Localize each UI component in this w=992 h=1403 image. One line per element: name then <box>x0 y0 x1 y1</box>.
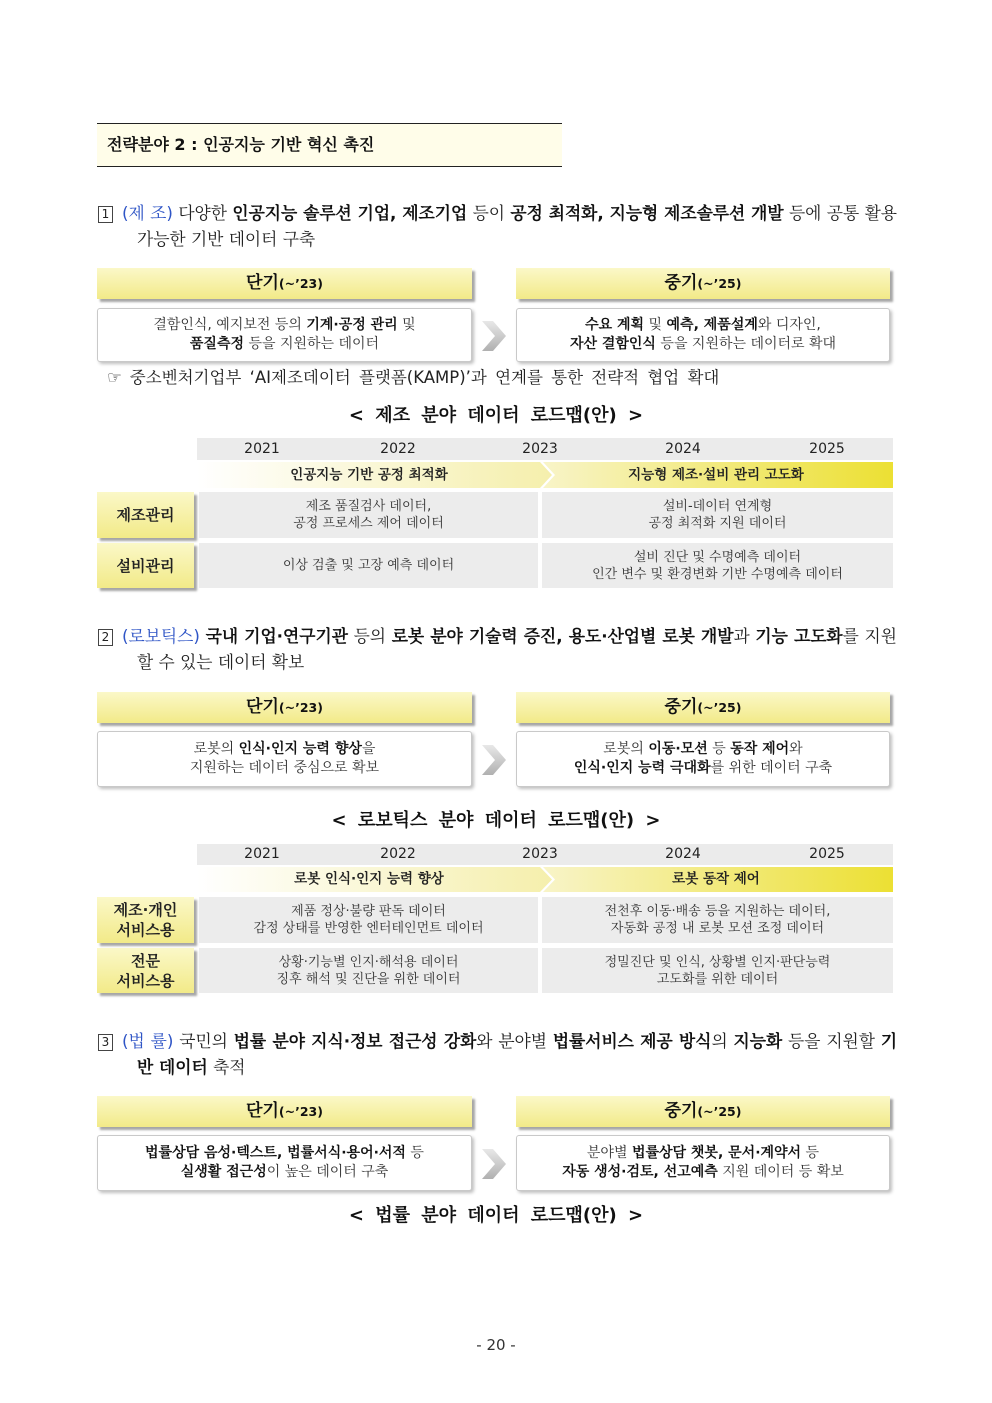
cell-text: 공정 프로세스 제어 데이터 <box>293 516 444 531</box>
box-text: 등 <box>707 741 731 757</box>
year-label: 2024 <box>665 846 701 862</box>
short-term-box <box>97 308 472 362</box>
mid-term-box <box>516 308 890 362</box>
intro-text: 등을 지원할 <box>782 1031 881 1051</box>
row-label-text: 전문 <box>131 951 160 970</box>
box-emphasis: 품질측정 <box>189 336 245 352</box>
box-line <box>153 316 415 335</box>
mid-term-header <box>516 1096 890 1127</box>
roadmap-row-label <box>97 543 194 588</box>
term-period: (~’23) <box>278 276 323 291</box>
roadmap-cell-phase2 <box>542 897 893 943</box>
box-text: 분야별 <box>586 1145 632 1161</box>
section-number-badge: 1 <box>98 206 113 223</box>
year-label: 2025 <box>809 846 845 862</box>
short-term-header <box>97 268 472 299</box>
roadmap-year-row <box>197 844 893 865</box>
term-period: (~’25) <box>697 700 742 715</box>
section-1-intro <box>98 200 897 252</box>
roadmap-cell-phase2 <box>542 543 893 588</box>
row-label-text: 서비스용 <box>116 971 175 990</box>
year-label: 2023 <box>522 441 558 457</box>
cell-text: 설비-데이터 연계형 <box>662 499 773 514</box>
box-text: 등을 지원하는 데이터로 확대 <box>655 336 837 352</box>
cell-text: 자동화 공정 내 로봇 모션 조정 데이터 <box>610 921 825 936</box>
term-period: (~’23) <box>278 700 323 715</box>
year-label: 2021 <box>244 441 280 457</box>
box-text: 및 <box>644 317 667 333</box>
row-label-text: 제조·개인 <box>113 901 178 919</box>
section-3-intro <box>98 1028 897 1080</box>
term-period: (~’23) <box>278 1104 323 1119</box>
box-emphasis: 이동·모션 <box>648 741 708 757</box>
roadmap-phase-band <box>197 867 893 892</box>
term-label: 단기 <box>246 273 279 293</box>
cell-text: 징후 해석 및 진단을 위한 데이터 <box>276 971 461 987</box>
intro-emphasis: 지능화 <box>733 1031 783 1051</box>
phase-1-label: 인공지능 기반 공정 최적화 <box>290 467 448 483</box>
box-line <box>570 335 836 354</box>
roadmap-row-label <box>97 897 194 943</box>
section-number-badge: 3 <box>98 1034 113 1051</box>
box-emphasis: 자산 결함인식 <box>569 336 656 352</box>
roadmap-cell-phase1 <box>199 492 538 538</box>
box-text: 와 <box>789 741 803 757</box>
box-line <box>574 759 832 778</box>
roadmap-cell-phase1 <box>199 897 538 943</box>
intro-text: 의 <box>711 1031 734 1051</box>
intro-text: 등에 공통 활용 가능한 기반 데이터 구축 <box>137 203 898 249</box>
intro-text: 와 분야별 <box>476 1031 553 1051</box>
box-emphasis: 수요 계획 <box>585 317 645 333</box>
phase-2-label: 로봇 동작 제어 <box>672 871 760 887</box>
box-line <box>562 1163 844 1182</box>
section-field-label: (로보틱스) <box>122 626 200 646</box>
year-label: 2021 <box>244 846 280 862</box>
year-label: 2024 <box>665 441 701 457</box>
section-field-label: (법 률) <box>122 1031 174 1051</box>
box-line <box>194 740 376 759</box>
box-emphasis: 예측, 제품설계 <box>666 317 758 333</box>
intro-text: 등의 <box>347 626 392 646</box>
right-arrow-icon <box>480 1146 508 1182</box>
term-label: 중기 <box>664 1101 698 1121</box>
box-emphasis: 동작 제어 <box>730 741 790 757</box>
roadmap-row-label <box>97 492 194 538</box>
box-emphasis: 인식·인지 능력 향상 <box>238 741 362 757</box>
box-emphasis: 자동 생성·검토, 선고예측 <box>562 1164 718 1180</box>
box-line <box>587 1144 819 1163</box>
intro-text: 다양한 <box>178 203 233 223</box>
intro-text: 를 지원할 수 있는 데이터 확보 <box>137 626 897 672</box>
roadmap-cell-phase1 <box>199 543 538 588</box>
intro-emphasis: 법률서비스 제공 방식 <box>552 1031 712 1051</box>
box-line <box>585 316 821 335</box>
box-text: 지원하는 데이터 중심으로 확보 <box>189 760 380 776</box>
box-line <box>603 740 802 759</box>
box-text: 로봇의 <box>603 741 649 757</box>
year-label: 2023 <box>522 846 558 862</box>
mid-term-box <box>516 1135 890 1191</box>
box-emphasis: 기계·공정 관리 <box>306 317 398 333</box>
cell-text: 정밀진단 및 인식, 상황별 인지·판단능력 <box>604 954 831 970</box>
cell-text: 고도화를 위한 데이터 <box>656 971 779 987</box>
row-label-text: 설비관리 <box>116 556 175 575</box>
term-period: (~’25) <box>697 276 742 291</box>
intro-emphasis: 로봇 분야 기술력 증진, 용도·산업별 로봇 개발 <box>391 626 734 646</box>
cell-text: 제조 품질검사 데이터, <box>305 499 432 514</box>
intro-emphasis: 인공지능 솔루션 기업, 제조기업 <box>232 203 468 223</box>
cell-text: 이상 검출 및 고장 예측 데이터 <box>282 558 455 573</box>
roadmap-caption: < 법률 분야 데이터 로드맵(안) > <box>348 1205 644 1226</box>
cell-text: 공정 최적화 지원 데이터 <box>648 516 787 531</box>
year-label: 2025 <box>809 441 845 457</box>
box-text: 및 <box>397 317 416 333</box>
mid-term-box <box>516 731 890 787</box>
cell-text: 상황·기능별 인지·해석용 데이터 <box>278 954 459 970</box>
mid-term-header <box>516 268 890 299</box>
box-text: 를 위한 데이터 구축 <box>710 760 833 776</box>
mid-term-header <box>516 692 890 723</box>
short-term-header <box>97 692 472 723</box>
right-arrow-icon <box>480 742 508 778</box>
term-period: (~’25) <box>697 1104 742 1119</box>
phase-2-label: 지능형 제조·설비 관리 고도화 <box>628 467 804 483</box>
intro-emphasis: 기반 데이터 <box>137 1031 898 1077</box>
cell-text: 전천후 이동·배송 등을 지원하는 데이터, <box>604 904 831 919</box>
term-label: 중기 <box>664 273 698 293</box>
cell-text: 감정 상태를 반영한 엔터테인먼트 데이터 <box>253 921 484 936</box>
pointing-hand-icon: ☞ <box>107 368 122 387</box>
box-text: 와 디자인, <box>757 317 821 333</box>
box-text: 로봇의 <box>193 741 239 757</box>
section-2-intro <box>98 623 897 675</box>
phase-1-label: 로봇 인식·인지 능력 향상 <box>294 871 444 887</box>
term-label: 단기 <box>246 697 279 717</box>
box-text: 결함인식, 예지보전 등의 <box>153 317 307 333</box>
roadmap-row-label <box>97 948 194 993</box>
box-line <box>190 759 379 778</box>
roadmap-phase-band <box>197 462 893 488</box>
year-label: 2022 <box>380 441 416 457</box>
short-term-box <box>97 1135 472 1191</box>
page-number: - 20 - <box>476 1336 516 1354</box>
section-field-label: (제 조) <box>122 203 173 223</box>
term-label: 단기 <box>246 1101 279 1121</box>
strategy-title: 전략분야 2 : 인공지능 기반 혁신 촉진 <box>107 135 375 154</box>
box-line <box>190 335 379 354</box>
box-emphasis: 인식·인지 능력 극대화 <box>573 760 711 776</box>
box-text: 등 <box>801 1145 820 1161</box>
intro-text: 등이 <box>467 203 511 223</box>
intro-text: 국민의 <box>179 1031 234 1051</box>
box-text: 등을 지원하는 데이터 <box>244 336 380 352</box>
box-text: 이 높은 데이터 구축 <box>266 1164 389 1180</box>
intro-emphasis: 공정 최적화, 지능형 제조솔루션 개발 <box>510 203 784 223</box>
term-label: 중기 <box>664 697 698 717</box>
short-term-header <box>97 1096 472 1127</box>
cell-text: 인간 변수 및 환경변화 기반 수명예측 데이터 <box>592 566 843 582</box>
intro-text: 과 <box>733 626 756 646</box>
roadmap-cell-phase1 <box>199 948 538 993</box>
roadmap-cell-phase2 <box>542 492 893 538</box>
box-emphasis: 법률상담 음성·텍스트, 법률서식·용어·서적 <box>145 1145 406 1161</box>
roadmap-cell-phase2 <box>542 948 893 993</box>
box-emphasis: 법률상담 챗봇, 문서·계약서 <box>631 1145 802 1161</box>
collaboration-note <box>107 365 719 391</box>
note-text: 중소벤처기업부 ‘AI제조데이터 플랫폼(KAMP)’과 연계를 통한 전략적 협업 확대 <box>129 368 720 387</box>
right-arrow-icon <box>480 318 508 354</box>
roadmap-caption: < 제조 분야 데이터 로드맵(안) > <box>348 405 644 426</box>
intro-emphasis: 기능 고도화 <box>755 626 843 646</box>
cell-text: 제품 정상·불량 판독 데이터 <box>291 904 446 919</box>
box-emphasis: 실생활 접근성 <box>180 1164 267 1180</box>
box-line <box>145 1144 424 1163</box>
box-line <box>181 1163 389 1182</box>
box-text: 을 <box>361 741 376 757</box>
box-text: 등 <box>405 1145 424 1161</box>
strategy-title-box <box>97 123 562 167</box>
intro-emphasis: 법률 분야 지식·정보 접근성 강화 <box>233 1031 477 1051</box>
short-term-box <box>97 731 472 787</box>
row-label-text: 제조관리 <box>116 506 175 524</box>
row-label-text: 서비스용 <box>116 921 175 939</box>
roadmap-year-row <box>197 438 893 460</box>
intro-emphasis: 국내 기업·연구기관 <box>205 626 348 646</box>
year-label: 2022 <box>380 846 416 862</box>
box-text: 지원 데이터 등 확보 <box>717 1164 844 1180</box>
cell-text: 설비 진단 및 수명예측 데이터 <box>633 549 802 565</box>
section-number-badge: 2 <box>98 629 113 646</box>
roadmap-caption: < 로보틱스 분야 데이터 로드맵(안) > <box>331 810 661 831</box>
intro-text: 축적 <box>207 1057 246 1077</box>
